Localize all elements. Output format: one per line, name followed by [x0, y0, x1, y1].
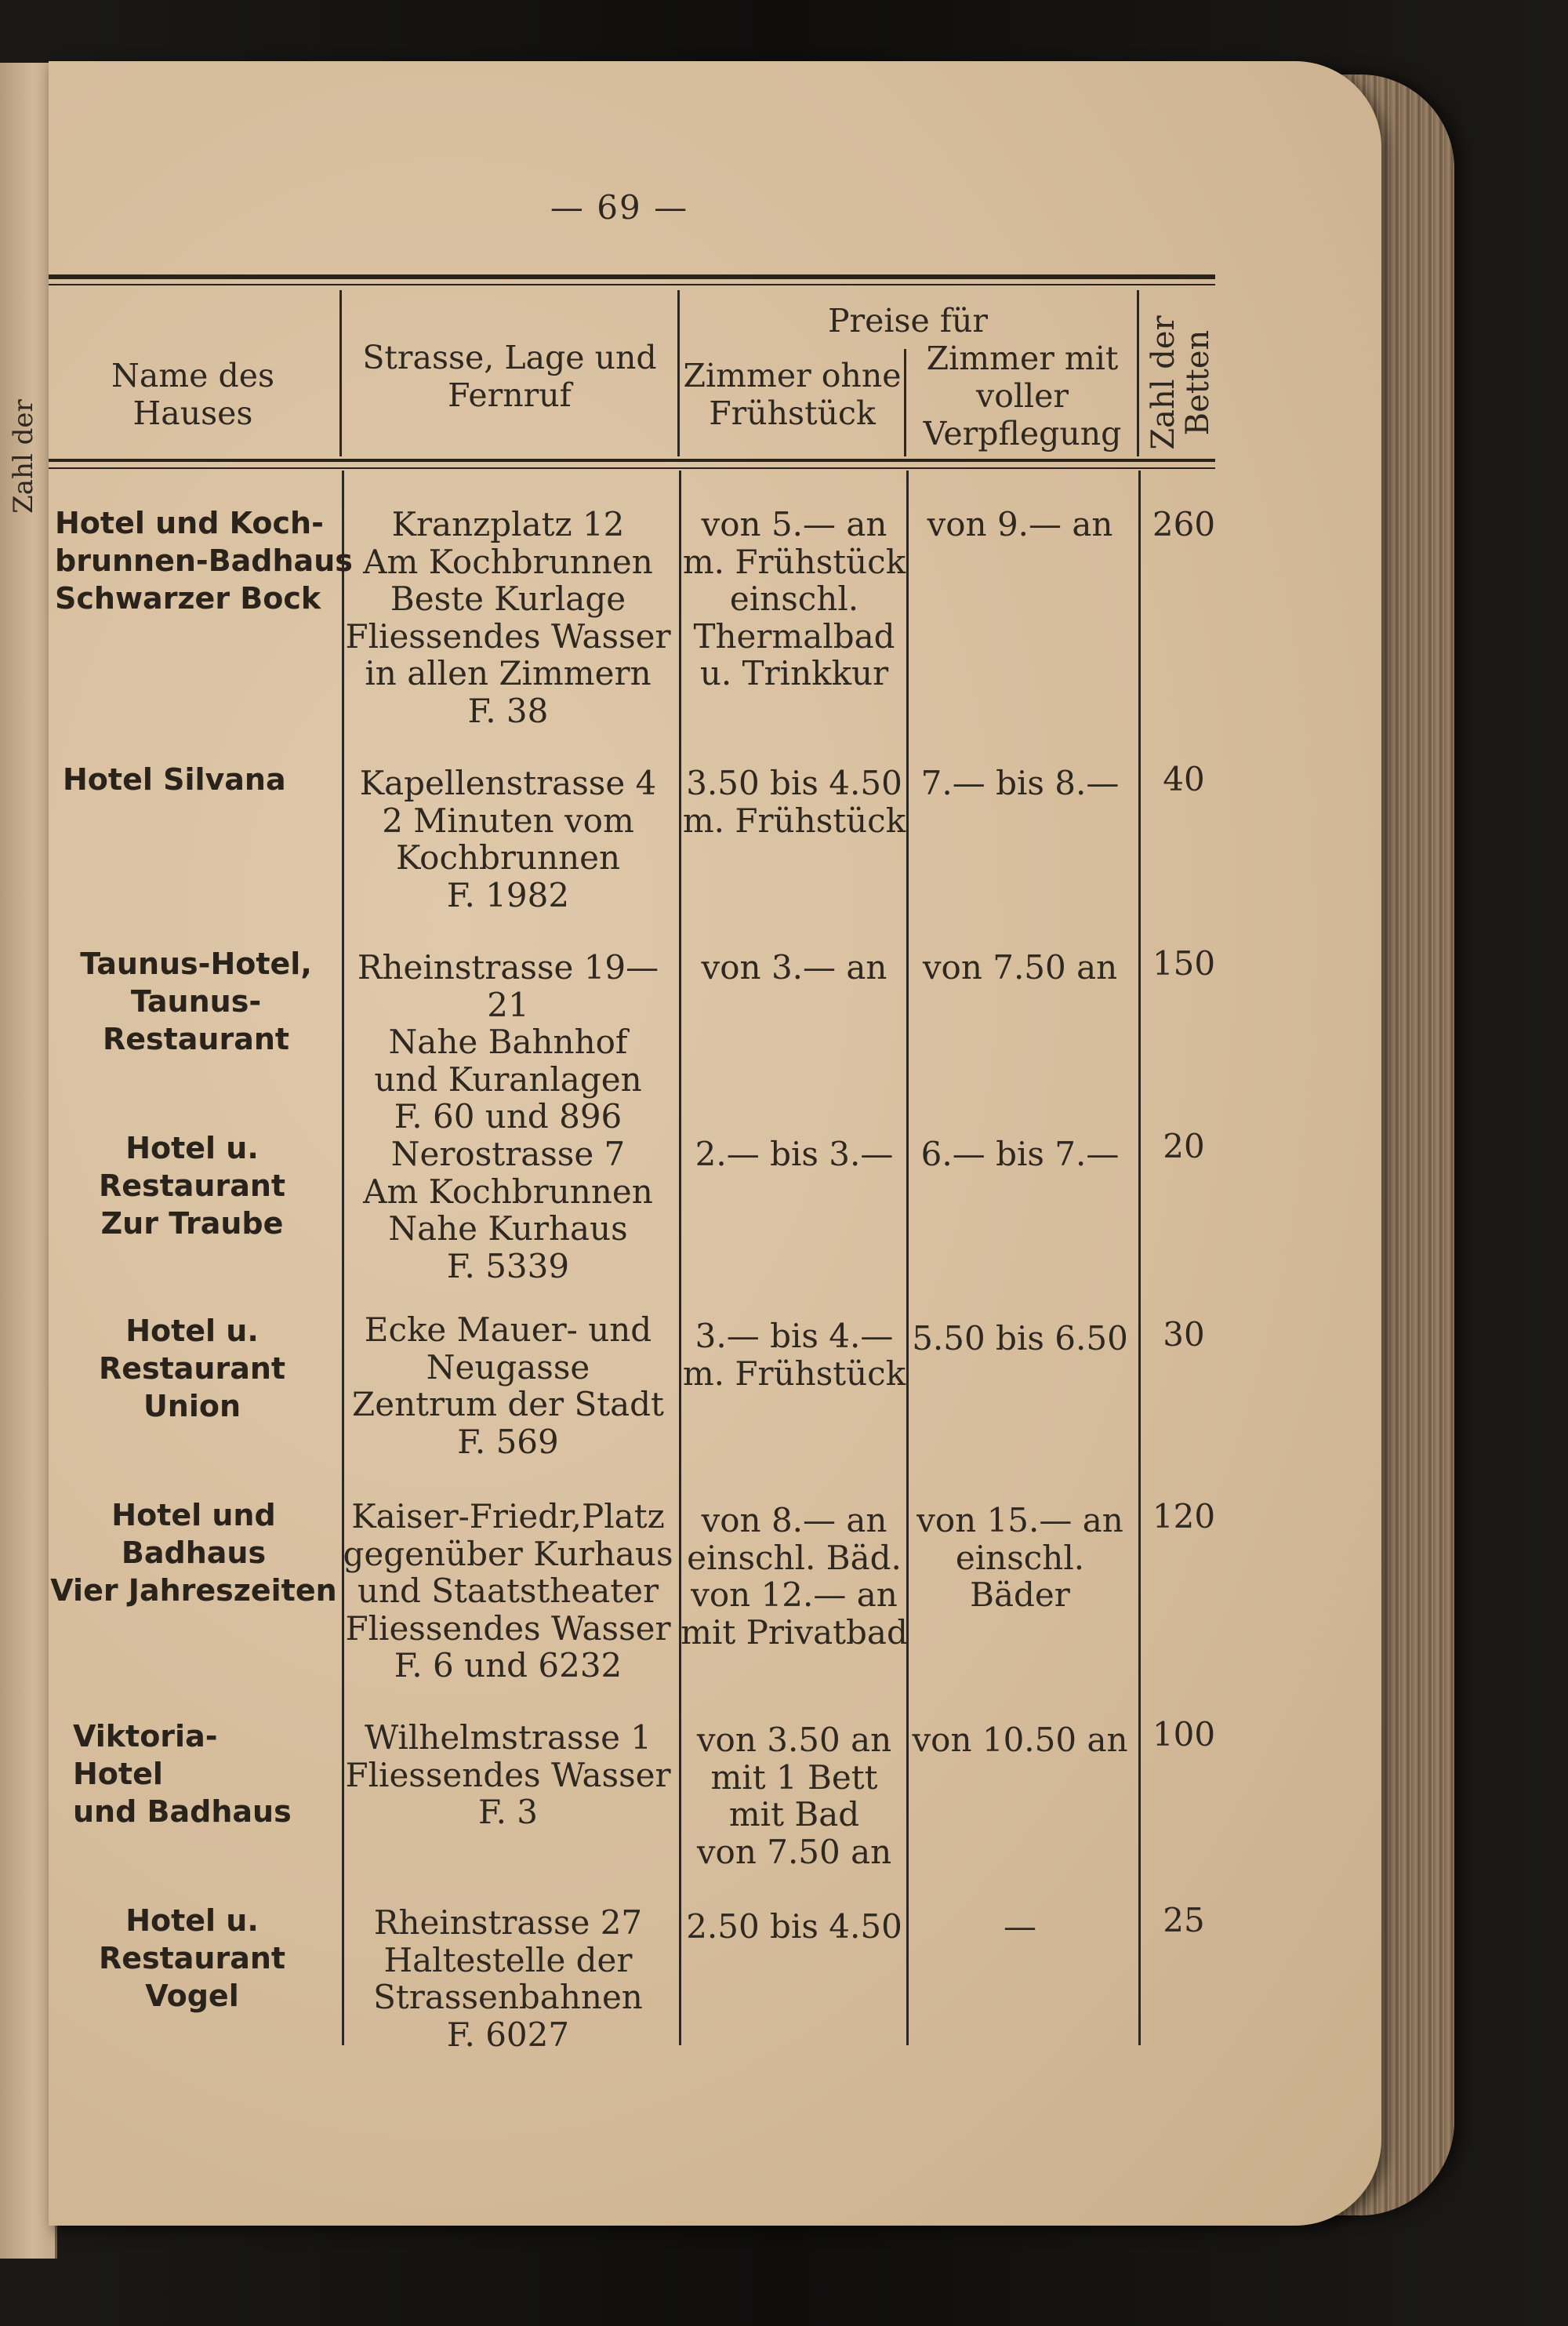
street-line: Ecke Mauer- und — [364, 1310, 652, 1349]
street-line: Beste Kurlage — [390, 580, 626, 618]
room-price-line: von 3.— an — [701, 948, 887, 987]
header-name-of-house: Name des Hauses — [111, 357, 275, 432]
street-line: gegenüber Kurhaus — [343, 1534, 673, 1573]
header-beds-line-1: Zahl der — [1145, 315, 1181, 450]
full-board-line: 5.50 bis 6.50 — [912, 1319, 1128, 1357]
header-room-line-1: Zimmer ohne — [683, 357, 902, 394]
beds-count: 150 — [1152, 944, 1216, 983]
street-line: Kaiser-Friedr,Platz — [351, 1497, 665, 1536]
header-bottom-rule-thin — [49, 467, 1215, 469]
hotel-name-line: Vogel — [145, 1979, 239, 2013]
beds-count: 120 — [1152, 1497, 1216, 1536]
street-cell — [339, 1719, 677, 1831]
header-full-line-2: voller — [976, 377, 1069, 415]
beds-count: 100 — [1152, 1715, 1216, 1754]
street-line: Nahe Bahnhof — [388, 1023, 628, 1061]
hotel-name — [43, 1717, 302, 1830]
full-board-line: von 10.50 an — [912, 1721, 1128, 1759]
street-line: 2 Minuten vom — [382, 801, 634, 840]
room-price-line: m. Frühstück — [682, 1354, 906, 1393]
street-line: und Kuranlagen — [374, 1059, 642, 1099]
room-price-line: 2.— bis 3.— — [695, 1135, 894, 1173]
header-bottom-rule — [49, 459, 1215, 462]
street-line: Strassenbahnen — [373, 1978, 643, 2016]
street-cell — [339, 765, 677, 914]
hotel-name-line: Hotel u. Restaurant — [98, 1314, 286, 1386]
street-line: Nerostrasse 7 — [390, 1135, 626, 1173]
hotel-name-line: Taunus-Hotel, — [80, 947, 312, 981]
room-price-line: Thermalbad — [693, 616, 895, 656]
hotel-name — [41, 1496, 347, 1609]
street-line: Fliessendes Wasser — [345, 616, 671, 656]
street-cell — [339, 506, 677, 729]
header-full-line-1: Zimmer mit — [926, 340, 1119, 377]
room-price-line: von 8.— an — [701, 1501, 887, 1539]
street-line: Wilhelmstrasse 1 — [364, 1718, 652, 1757]
street-line: F. 5339 — [446, 1246, 570, 1285]
street-line: F. 60 und 896 — [394, 1097, 622, 1136]
full-board-line: einschl. Bäder — [955, 1538, 1085, 1614]
header-room-without-breakfast — [681, 357, 904, 432]
street-line: Rheinstrasse 19—21 — [357, 948, 659, 1024]
street-cell — [339, 1904, 677, 2053]
street-line: Nahe Kurhaus — [388, 1209, 628, 1248]
room-price-line: m. Frühstück — [682, 801, 906, 840]
hotel-name-line: brunnen-Badhaus — [55, 543, 353, 578]
col-divider-4b — [1138, 471, 1141, 2045]
hotel-name-line: Hotel u. Restaurant — [98, 1903, 286, 1975]
beds-count: 25 — [1163, 1901, 1205, 1939]
header-street-line-1: Strasse, Lage und — [362, 339, 657, 376]
room-price-cell — [681, 1721, 908, 1870]
hotel-name — [39, 1902, 345, 2015]
street-line: Fliessendes Wasser — [345, 1755, 671, 1794]
street-line: Rheinstrasse 27 — [373, 1903, 643, 1942]
room-price-cell — [681, 765, 908, 839]
street-cell — [339, 949, 677, 1136]
hotel-name-line: Schwarzer Bock — [55, 581, 321, 616]
room-price-line: von 5.— an — [701, 505, 887, 543]
room-price-line: 2.50 bis 4.50 — [686, 1907, 902, 1946]
page-number: — 69 — — [550, 188, 689, 227]
room-price-line: mit Bad — [728, 1795, 860, 1834]
left-page-header: Zahl der — [8, 399, 39, 514]
full-board-price-cell — [909, 765, 1131, 802]
room-price-cell — [681, 1317, 908, 1392]
street-line: F. 569 — [457, 1422, 559, 1461]
header-street — [345, 339, 674, 414]
room-price-line: einschl. Bäd. — [687, 1538, 902, 1577]
header-prices-for: Preise für — [827, 302, 989, 340]
hotel-name-line: Union — [143, 1389, 241, 1423]
header-room-full-board — [909, 340, 1135, 452]
room-price-cell — [681, 949, 908, 987]
room-price-line: mit Privatbad — [681, 1612, 908, 1652]
full-board-line: von 15.— an — [916, 1501, 1123, 1539]
hotel-name-line: Viktoria-Hotel — [73, 1719, 218, 1791]
room-price-line: m. Frühstück — [682, 542, 906, 581]
street-line: Fliessendes Wasser — [345, 1608, 671, 1648]
full-board-line: von 9.— an — [927, 505, 1113, 543]
col-divider-4 — [1137, 290, 1139, 456]
beds-count: 40 — [1163, 760, 1205, 798]
street-line: Haltestelle der — [383, 1940, 633, 1979]
full-board-price-cell — [909, 1721, 1131, 1759]
full-board-price-cell — [909, 1136, 1131, 1173]
street-line: F. 38 — [467, 691, 549, 730]
full-board-price-cell — [909, 1320, 1131, 1357]
hotel-name-line: Zur Traube — [100, 1206, 284, 1241]
beds-count: 260 — [1152, 505, 1216, 543]
room-price-cell — [681, 1502, 908, 1651]
header-top-rule-thin — [49, 284, 1215, 285]
full-board-line: von 7.50 an — [922, 948, 1118, 987]
full-board-price-cell — [909, 1502, 1131, 1614]
full-board-price-cell — [909, 1908, 1131, 1946]
street-line: und Staatstheater — [357, 1572, 659, 1610]
full-board-line: 6.— bis 7.— — [920, 1135, 1120, 1173]
header-full-line-3: Verpflegung — [923, 415, 1122, 452]
col-divider-3 — [904, 349, 906, 456]
hotel-name — [55, 504, 361, 617]
street-cell — [339, 1136, 677, 1285]
room-price-line: einschl. — [729, 580, 859, 618]
room-price-line: u. Trinkkur — [699, 654, 889, 692]
header-street-line-2: Fernruf — [448, 376, 572, 414]
hotel-name — [39, 1129, 345, 1242]
beds-count: 30 — [1163, 1315, 1205, 1354]
hotel-name — [39, 1312, 345, 1425]
beds-count: 20 — [1163, 1127, 1205, 1165]
hotel-name — [43, 945, 349, 1058]
street-line: F. 6027 — [446, 2015, 570, 2054]
street-line: Kapellenstrasse 4 — [359, 764, 657, 802]
header-top-rule — [49, 274, 1215, 279]
street-cell — [339, 1311, 677, 1460]
hotel-name-line: Hotel und Badhaus — [111, 1498, 276, 1570]
hotel-name-line: Hotel Silvana — [63, 762, 286, 797]
street-line: Zentrum der Stadt — [352, 1385, 664, 1423]
street-line: F. 6 und 6232 — [394, 1646, 622, 1685]
street-line: in allen Zimmern — [365, 654, 652, 692]
header-number-of-beds — [1146, 304, 1221, 461]
street-line: F. 1982 — [446, 875, 570, 914]
hotel-name-line: Hotel u. Restaurant — [98, 1131, 286, 1203]
header-beds-line-2: Betten — [1180, 329, 1216, 436]
hotel-name-line: Hotel und Koch- — [55, 506, 324, 540]
full-board-price-cell — [909, 506, 1131, 543]
room-price-cell — [681, 1908, 908, 1946]
street-line: Neugasse — [426, 1347, 590, 1387]
room-price-cell — [681, 1136, 908, 1173]
room-price-cell — [681, 506, 908, 692]
full-board-line: — — [1004, 1907, 1036, 1946]
hotel-name-line: Taunus-Restaurant — [102, 984, 290, 1056]
street-line: Kochbrunnen — [395, 838, 621, 877]
room-price-line: von 12.— an — [691, 1576, 898, 1614]
hotel-name — [63, 761, 368, 798]
col-divider-1 — [339, 290, 342, 456]
street-line: Kranzplatz 12 — [391, 505, 625, 543]
room-price-line: von 7.50 an — [696, 1832, 892, 1871]
room-price-line: von 3.50 an — [696, 1721, 892, 1759]
room-price-line: mit 1 Bett — [710, 1757, 878, 1797]
room-price-line: 3.— bis 4.— — [695, 1317, 894, 1355]
full-board-price-cell — [909, 949, 1131, 987]
room-price-line: 3.50 bis 4.50 — [686, 764, 902, 802]
hotel-name-line: und Badhaus — [73, 1794, 292, 1829]
full-board-line: 7.— bis 8.— — [920, 764, 1120, 802]
street-line: Am Kochbrunnen — [363, 542, 653, 581]
street-line: F. 3 — [477, 1793, 539, 1831]
header-room-line-2: Frühstück — [709, 394, 876, 432]
hotel-name-line: Vier Jahreszeiten — [50, 1573, 337, 1608]
street-cell — [339, 1498, 677, 1685]
street-line: Am Kochbrunnen — [363, 1172, 653, 1211]
